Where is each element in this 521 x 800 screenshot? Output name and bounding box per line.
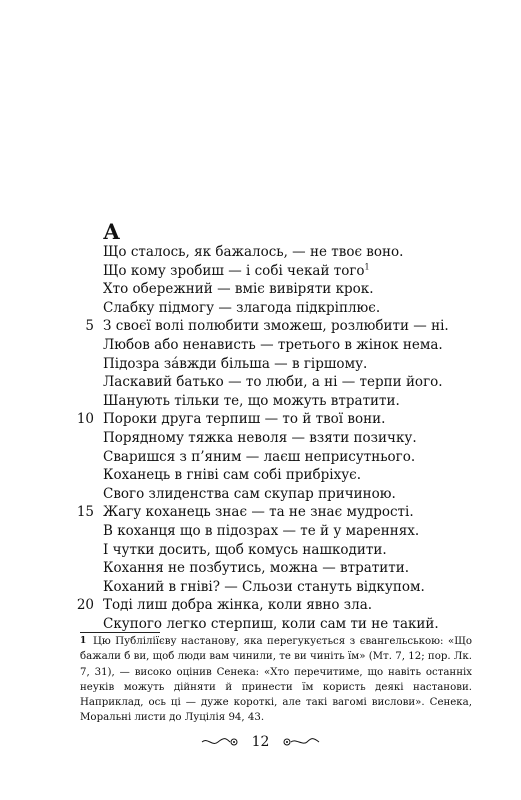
verse-text <box>103 448 415 467</box>
verse-text <box>103 596 372 615</box>
verse-text <box>103 503 414 522</box>
verse-body: Любов або ненависть — третього в жінок нема. <box>103 336 443 353</box>
verse-line <box>0 410 521 429</box>
verse-body: Сваришся з п’яним — лаєш неприсутнього. <box>103 448 416 465</box>
verse-line <box>0 317 521 336</box>
verse-line <box>0 615 521 634</box>
verse-body: Порядному тяжка неволя — взяти позичку. <box>103 429 417 446</box>
verse-number: 10 <box>76 411 94 428</box>
verse-body: Ласкавий батько — то люби, а ні — терпи його. <box>103 374 443 391</box>
verse-body: Коханий в гніві? — Сльози стануть відкупом. <box>103 578 425 595</box>
left-flourish-ornament-icon <box>200 735 240 749</box>
verse-body: Слабку підмогу — злагода підкріплює. <box>103 299 381 316</box>
verse-line <box>0 448 521 467</box>
verse-line <box>0 541 521 560</box>
footnote-reference: 1 <box>364 262 370 272</box>
verse-body: З своєї волі полюбити зможеш, розлюбити — ні. <box>103 318 449 335</box>
verse-line <box>0 485 521 504</box>
verse-text <box>103 355 367 374</box>
verse-body: Кохання не позбутись, можна — втратити. <box>103 560 409 577</box>
verse-list <box>0 243 521 633</box>
verse-line <box>0 596 521 615</box>
verse-body: Коханець в гніві сам собі прибріхує. <box>103 467 361 484</box>
verse-body: Шанують тільки те, що можуть втратити. <box>103 392 400 409</box>
verse-text <box>103 429 417 448</box>
verse-text <box>103 336 443 355</box>
verse-body: Хто обережний — вміє вивіряти крок. <box>103 281 374 298</box>
verse-body: Що кому зробиш — і собі чекай того <box>103 262 365 279</box>
verse-number: 20 <box>76 597 94 614</box>
verse-line <box>0 503 521 522</box>
verse-text <box>103 559 409 578</box>
verse-line <box>0 522 521 541</box>
verse-number: 5 <box>85 318 94 335</box>
verse-text <box>103 578 425 597</box>
verse-text <box>103 466 361 485</box>
verse-line <box>0 373 521 392</box>
verse-body: Тоді лиш добра жінка, коли явно зла. <box>103 597 373 614</box>
right-flourish-ornament-icon <box>281 735 321 749</box>
verse-line <box>0 262 521 281</box>
verse-text <box>103 373 443 392</box>
verse-line <box>0 466 521 485</box>
verse-text <box>103 317 449 336</box>
footnote-separator <box>80 632 160 633</box>
verse-body: І чутки досить, щоб комусь нашкодити. <box>103 541 387 558</box>
verse-body: В коханця що в підозрах — те й у мареннях. <box>103 522 420 539</box>
verse-line <box>0 243 521 262</box>
footnote-mark: 1 <box>80 636 87 646</box>
verse-text <box>103 541 387 560</box>
verse-body: Скупого легко стерпиш, коли сам ти не такий. <box>103 615 439 632</box>
verse-body: Свого злиденства сам скупар причиною. <box>103 485 396 502</box>
verse-body: Підозра зáвжди більша — в гіршому. <box>103 355 368 372</box>
verse-text <box>103 485 396 504</box>
verse-line <box>0 299 521 318</box>
verse-text <box>103 522 419 541</box>
verse-line <box>0 336 521 355</box>
verse-text <box>103 410 385 429</box>
verse-number: 15 <box>76 504 94 521</box>
page-number: 12 <box>251 734 270 750</box>
section-letter: А <box>103 219 121 244</box>
verse-line <box>0 578 521 597</box>
footnote <box>80 634 472 726</box>
verse-line <box>0 429 521 448</box>
verse-text <box>103 243 403 262</box>
verse-line <box>0 280 521 299</box>
verse-body: Що сталось, як бажалось, — не твоє воно. <box>103 244 404 260</box>
verse-text <box>103 262 370 281</box>
verse-text <box>103 280 374 299</box>
verse-line <box>0 392 521 411</box>
verse-line <box>0 559 521 578</box>
page-footer <box>0 730 521 754</box>
verse-text <box>103 392 400 411</box>
footnote-text: Цю Публіліїєву настанову, яка перегукується з євангельською: «Що бажали б ви, щоб люди вам чинили, те ви чиніть їм» (Мт. 7, 12; пор. Лк. 7, 31), — високо оцінив Сенека: «Хто перечитиме, що навіть останніх неуків можуть дійняти й принести їм користь деякі настанови. Наприклад, ось ці — дуже короткі, але такі вагомі вислови». Сенека, Моральні листи до Луцілія 94, 43. <box>80 636 472 724</box>
verse-text <box>103 615 439 634</box>
verse-line <box>0 355 521 374</box>
verse-body: Жагу коханець знає — та не знає мудрості. <box>103 504 414 521</box>
verse-text <box>103 299 380 318</box>
verse-body: Пороки друга терпиш — то й твої вони. <box>103 411 386 428</box>
